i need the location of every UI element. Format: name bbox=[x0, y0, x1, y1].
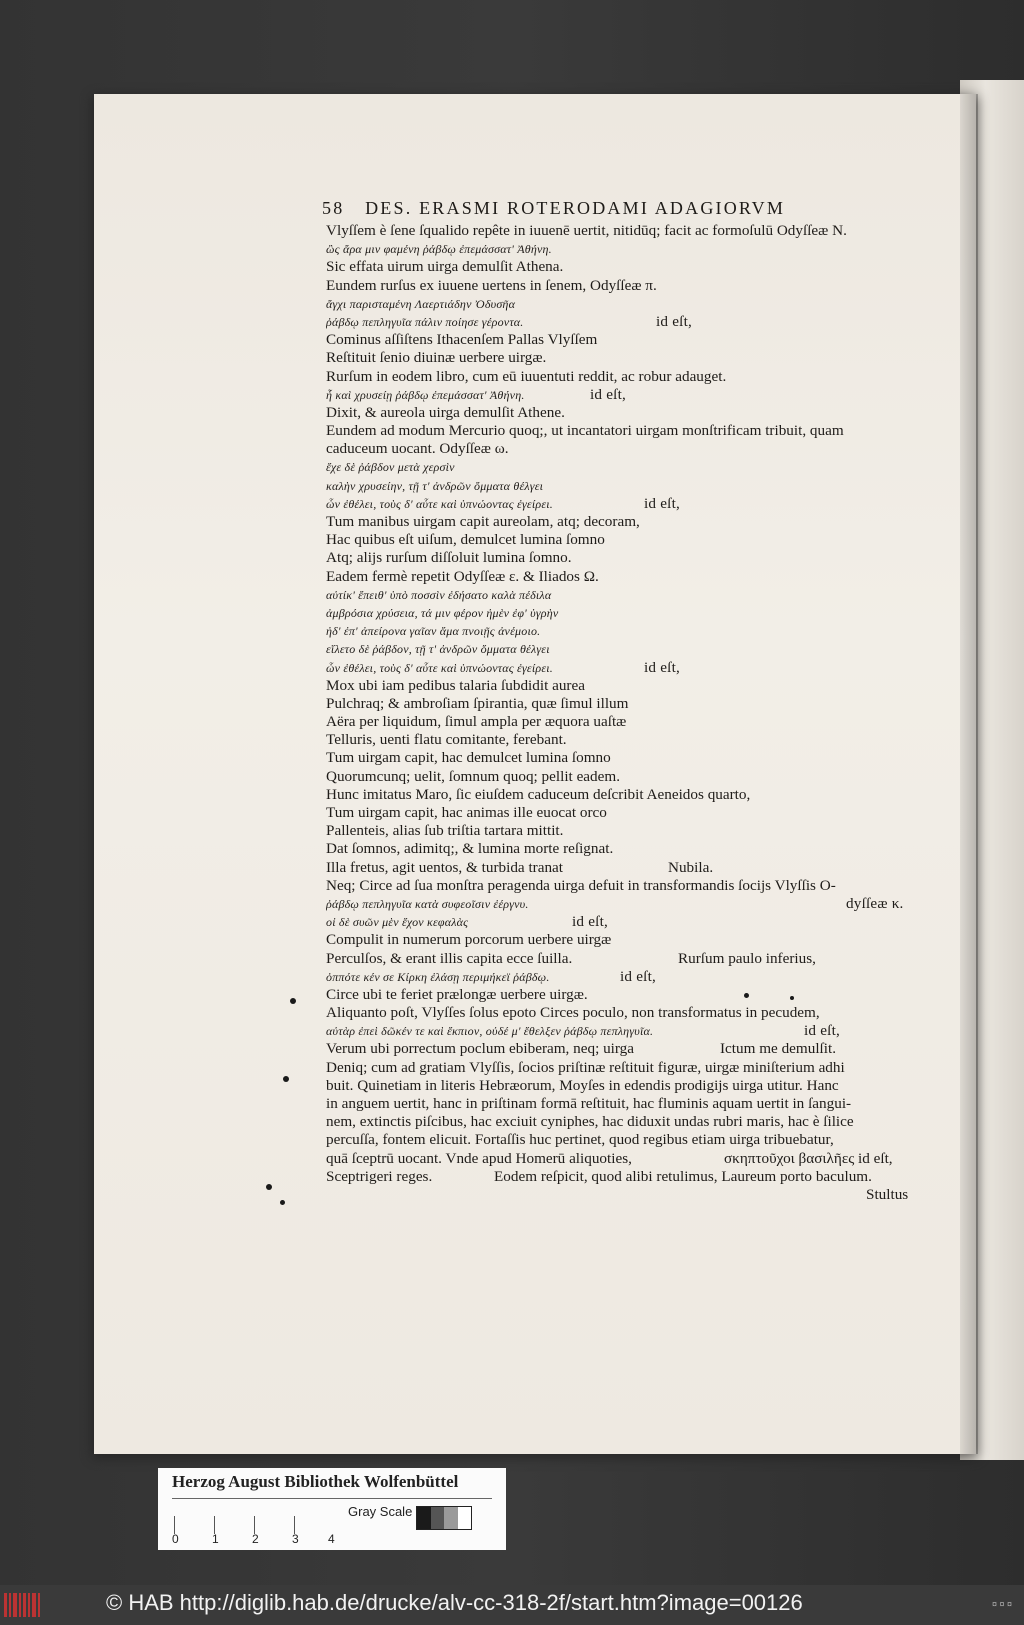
line-text: ἠδ' ἐπ' ἀπείρονα γαῖαν ἅμα πνοιῇς ἀνέμοιο. bbox=[326, 624, 541, 639]
text-line bbox=[326, 677, 936, 695]
text-line bbox=[326, 822, 936, 840]
line-annotation: id eſt, bbox=[644, 494, 680, 512]
line-text: Sceptrigeri reges. bbox=[326, 1167, 433, 1185]
line-annotation: Stultus bbox=[866, 1185, 909, 1203]
text-line bbox=[326, 422, 936, 440]
line-text: ἀμβρόσια χρύσεια, τά μιν φέρον ἠμὲν ἐφ' ὑγρὴν bbox=[326, 605, 559, 620]
text-line bbox=[326, 368, 936, 386]
text-line bbox=[326, 222, 936, 240]
text-line bbox=[326, 859, 936, 877]
line-text: Quorumcunq; uelit, ſomnum quoq; pellit eadem. bbox=[326, 767, 620, 785]
running-header bbox=[322, 198, 932, 222]
text-line bbox=[326, 731, 936, 749]
line-text: Mox ubi iam pedibus talaria ſubdidit aurea bbox=[326, 676, 585, 694]
text-line bbox=[326, 840, 936, 858]
greek-verse-line bbox=[326, 640, 936, 658]
page-gutter bbox=[960, 94, 978, 1454]
line-text: οἱ δὲ συῶν μὲν ἔχον κεφαλὰς bbox=[326, 915, 469, 930]
ruler-label: 0 bbox=[172, 1532, 179, 1546]
text-line bbox=[326, 1040, 936, 1058]
footer-marker: ¤ ¤ ¤ bbox=[991, 1599, 1012, 1609]
greek-verse-line bbox=[326, 477, 936, 495]
line-text: καλὴν χρυσείην, τῇ τ' ἀνδρῶν ὄμματα θέλγει bbox=[326, 478, 544, 493]
line-annotation: dyſſeæ κ. bbox=[846, 894, 904, 912]
line-text: Perculſos, & erant illis capita ecce ſuilla. bbox=[326, 949, 573, 967]
text-line bbox=[326, 404, 936, 422]
greek-verse-line bbox=[326, 495, 936, 513]
text-line bbox=[326, 877, 936, 895]
text-line bbox=[326, 277, 936, 295]
line-text: ῥάβδῳ πεπληγυῖα πάλιν ποίησε γέροντα. bbox=[326, 314, 524, 329]
line-text: Deniq; cum ad gratiam Vlyſſis, ſocios priſtinæ reſtituit figuræ, uirgæ miniſterium adhi bbox=[326, 1058, 845, 1076]
line-text: Pulchraq; & ambroſiam ſpirantia, quæ ſimul illum bbox=[326, 694, 629, 712]
line-text: Hunc imitatus Maro, ſic eiuſdem caduceum deſcribit Aeneidos quarto, bbox=[326, 785, 751, 803]
greek-verse-line bbox=[326, 240, 936, 258]
page-number: 58 bbox=[322, 198, 345, 218]
ruler bbox=[172, 1508, 335, 1548]
line-text: Dat ſomnos, adimitq;, & lumina morte reſignat. bbox=[326, 840, 614, 858]
greek-verse-line bbox=[326, 313, 936, 331]
line-text: ἔχε δὲ ῥάβδον μετὰ χερσὶν bbox=[326, 460, 455, 475]
line-text: Compulit in numerum porcorum uerbere uirgæ bbox=[326, 931, 612, 949]
greek-verse-line bbox=[326, 895, 936, 913]
text-line bbox=[326, 695, 936, 713]
greek-verse-line bbox=[326, 586, 936, 604]
line-text: percuſſa, fontem elicuit. Fortaſſis huc pertinet, quod regibus etiam uirga tribuebatur, bbox=[326, 1131, 834, 1149]
line-text: Atq; alijs rurſum diſſoluit lumina ſomno. bbox=[326, 549, 572, 567]
greek-verse-line bbox=[326, 968, 936, 986]
line-text: quā ſceptrū uocant. Vnde apud Homerū aliquoties, bbox=[326, 1149, 632, 1167]
text-line bbox=[326, 568, 936, 586]
line-text: ὧν ἐθέλει, τοὺς δ' αὖτε καὶ ὑπνώοντας ἐγείρει. bbox=[326, 496, 553, 511]
line-annotation: id eſt, bbox=[572, 913, 608, 931]
line-annotation: id eſt, bbox=[656, 312, 692, 330]
line-annotation: id eſt, bbox=[644, 658, 680, 676]
text-line bbox=[326, 1113, 936, 1131]
text-line bbox=[326, 549, 936, 567]
gray-scale-label: Gray Scale bbox=[348, 1504, 413, 1519]
line-text: nem, extinctis piſcibus, hac exciuit cyniphes, hac diduxit undas rubri maris, hac è ſilice bbox=[326, 1113, 854, 1131]
text-line bbox=[326, 986, 936, 1004]
line-annotation: Rurſum paulo inferius, bbox=[678, 949, 816, 967]
text-line bbox=[326, 713, 936, 731]
text-line bbox=[326, 1059, 936, 1077]
ruler-label: 3 bbox=[292, 1532, 299, 1546]
greek-verse-line bbox=[326, 622, 936, 640]
ink-spot bbox=[266, 1184, 272, 1190]
line-text: Tum uirgam capit, hac animas ille euocat orco bbox=[326, 804, 607, 821]
line-text: Pallenteis, alias ſub triſtia tartara mittit. bbox=[326, 822, 564, 840]
text-line bbox=[326, 749, 936, 767]
line-text: Eundem rurſus ex iuuene uertens in ſenem, Odyſſeæ π. bbox=[326, 276, 657, 294]
ruler-label: 2 bbox=[252, 1532, 259, 1546]
line-annotation: id eſt, bbox=[620, 967, 656, 985]
line-text: αὐτὰρ ἐπεὶ δῶκέν τε καὶ ἔκπιον, οὐδέ μ' ἔθελξεν ῥάβδῳ πεπληγυῖα. bbox=[326, 1024, 654, 1039]
line-text: Dixit, & aureola uirga demulſit Athene. bbox=[326, 403, 565, 421]
page-text bbox=[326, 222, 936, 1204]
copyright-url: © HAB http://diglib.hab.de/drucke/alv-cc-318-2f/start.htm?image=00126 bbox=[106, 1590, 803, 1615]
line-text: Sic effata uirum uirga demulſit Athena. bbox=[326, 258, 564, 276]
gray-swatch bbox=[444, 1507, 458, 1529]
line-text: Cominus aſſiſtens Ithacenſem Pallas Vlyſſem bbox=[326, 331, 598, 349]
text-line bbox=[326, 349, 936, 367]
text-line bbox=[326, 768, 936, 786]
line-annotation: σκηπτοῦχοι βασιλῆες id eſt, bbox=[724, 1149, 893, 1167]
line-text: ῥάβδῳ πεπληγυῖα κατὰ συφεοῖσιν ἐέργνυ. bbox=[326, 896, 529, 911]
text-line bbox=[326, 1095, 936, 1113]
line-text: ἦ καὶ χρυσείῃ ῥάβδῳ ἐπεμάσσατ' Ἀθήνη. bbox=[326, 387, 525, 402]
greek-verse-line bbox=[326, 295, 936, 313]
greek-verse-line bbox=[326, 913, 936, 931]
line-text: αὐτίκ' ἔπειθ' ὑπὸ ποσσὶν ἐδήσατο καλὰ πέδιλα bbox=[326, 587, 552, 602]
ink-spot bbox=[744, 993, 749, 998]
greek-verse-line bbox=[326, 386, 936, 404]
greek-verse-line bbox=[326, 659, 936, 677]
ink-spot bbox=[290, 998, 296, 1004]
line-text: Illa fretus, agit uentos, & turbida tranat bbox=[326, 858, 564, 876]
line-text: Tum uirgam capit, hac demulcet lumina ſomno bbox=[326, 749, 611, 767]
text-line bbox=[326, 1186, 936, 1204]
line-text: ἄγχι παρισταμένη Λαερτιάδην Ὀδυσῆα bbox=[326, 296, 516, 311]
text-line bbox=[326, 1168, 936, 1186]
line-text: Vlyſſem è ſene ſqualido repête in iuuenē uertit, nitidūq; facit ac formoſulū Odyſſeæ N. bbox=[326, 222, 847, 239]
line-text: Aliquanto poſt, Vlyſſes ſolus epoto Circes poculo, non transformatus in pecudem, bbox=[326, 1004, 820, 1022]
line-text: Tum manibus uirgam capit aureolam, atq; decoram, bbox=[326, 513, 640, 530]
ruler-label: 1 bbox=[212, 1532, 219, 1546]
gray-swatch bbox=[431, 1507, 445, 1529]
footer-bar bbox=[0, 1585, 1024, 1625]
line-text: Eadem fermè repetit Odyſſeæ ε. & Iliados Ω. bbox=[326, 567, 599, 585]
line-text: ὧν ἐθέλει, τοὺς δ' αὖτε καὶ ὑπνώοντας ἐγείρει. bbox=[326, 660, 553, 675]
text-line bbox=[326, 950, 936, 968]
line-text: caduceum uocant. Odyſſeæ ω. bbox=[326, 440, 509, 458]
text-line bbox=[326, 513, 936, 531]
line-text: Circe ubi te feriet prælongæ uerbere uirgæ. bbox=[326, 985, 588, 1003]
library-name: Herzog August Bibliothek Wolfenbüttel bbox=[172, 1472, 459, 1491]
gray-scale-bar bbox=[416, 1506, 472, 1530]
line-text: ὣς ἄρα μιν φαμένη ῥάβδῳ ἐπεμάσσατ' Ἀθήνη. bbox=[326, 242, 552, 257]
line-text: buit. Quinetiam in literis Hebræorum, Moyſes in edendis prodigijs uirga utitur. Hanc bbox=[326, 1076, 839, 1094]
line-annotation: Ictum me demulſit. bbox=[720, 1040, 836, 1058]
line-annotation: Nubila. bbox=[668, 858, 714, 876]
text-line bbox=[326, 440, 936, 458]
running-title: DES. ERASMI ROTERODAMI ADAGIORVM bbox=[365, 198, 786, 218]
text-line bbox=[326, 1150, 936, 1168]
line-text: Hac quibus eſt uiſum, demulcet lumina ſomno bbox=[326, 531, 605, 549]
text-line bbox=[326, 331, 936, 349]
greek-verse-line bbox=[326, 604, 936, 622]
line-text: ὁππότε κέν σε Κίρκη ἐλάσῃ περιμήκεϊ ῥάβδῳ. bbox=[326, 969, 550, 984]
text-line bbox=[326, 931, 936, 949]
line-text: Rurſum in eodem libro, cum eū iuuentuti reddit, ac robur adauget. bbox=[326, 367, 727, 385]
greek-verse-line bbox=[326, 458, 936, 476]
text-line bbox=[326, 804, 936, 822]
text-line bbox=[326, 1004, 936, 1022]
line-text: Aëra per liquidum, ſimul ampla per æquora uaſtæ bbox=[326, 713, 627, 731]
greek-verse-line bbox=[326, 1022, 936, 1040]
scale-card bbox=[158, 1468, 506, 1550]
ruler-label: 4 bbox=[328, 1532, 335, 1546]
card-divider bbox=[172, 1498, 492, 1499]
ink-spot bbox=[280, 1200, 285, 1205]
ink-spot bbox=[790, 996, 794, 1000]
text-line bbox=[326, 786, 936, 804]
line-text: Verum ubi porrectum poclum ebiberam, neq; uirga bbox=[326, 1040, 635, 1058]
line-annotation: id eſt, bbox=[590, 385, 626, 403]
text-line bbox=[326, 531, 936, 549]
line-text: Reſtituit ſenio diuinæ uerbere uirgæ. bbox=[326, 349, 547, 367]
text-line bbox=[326, 1131, 936, 1149]
text-line bbox=[326, 258, 936, 276]
line-text: in anguem uertit, hanc in priſtinam formā reſtituit, hac fluminis aquam uertit in ſangui- bbox=[326, 1095, 852, 1112]
line-text: Eundem ad modum Mercurio quoq;, ut incantatori uirgam monſtrificam tribuit, quam bbox=[326, 422, 844, 440]
gray-swatch bbox=[458, 1507, 472, 1529]
line-text: εἵλετο δὲ ῥάβδον, τῇ τ' ἀνδρῶν ὄμματα θέλγει bbox=[326, 642, 550, 657]
gray-swatch bbox=[417, 1507, 431, 1529]
hab-logo-icon bbox=[4, 1593, 46, 1617]
text-line bbox=[326, 1077, 936, 1095]
ink-spot bbox=[283, 1076, 289, 1082]
line-text: Neq; Circe ad ſua monſtra peragenda uirga defuit in transformandis ſocijs Vlyſſis O- bbox=[326, 876, 836, 894]
line-text: Telluris, uenti flatu comitante, ferebant. bbox=[326, 731, 567, 749]
line-annotation: Eodem reſpicit, quod alibi retulimus, Laureum porto baculum. bbox=[494, 1167, 872, 1185]
line-annotation: id eſt, bbox=[804, 1022, 840, 1040]
